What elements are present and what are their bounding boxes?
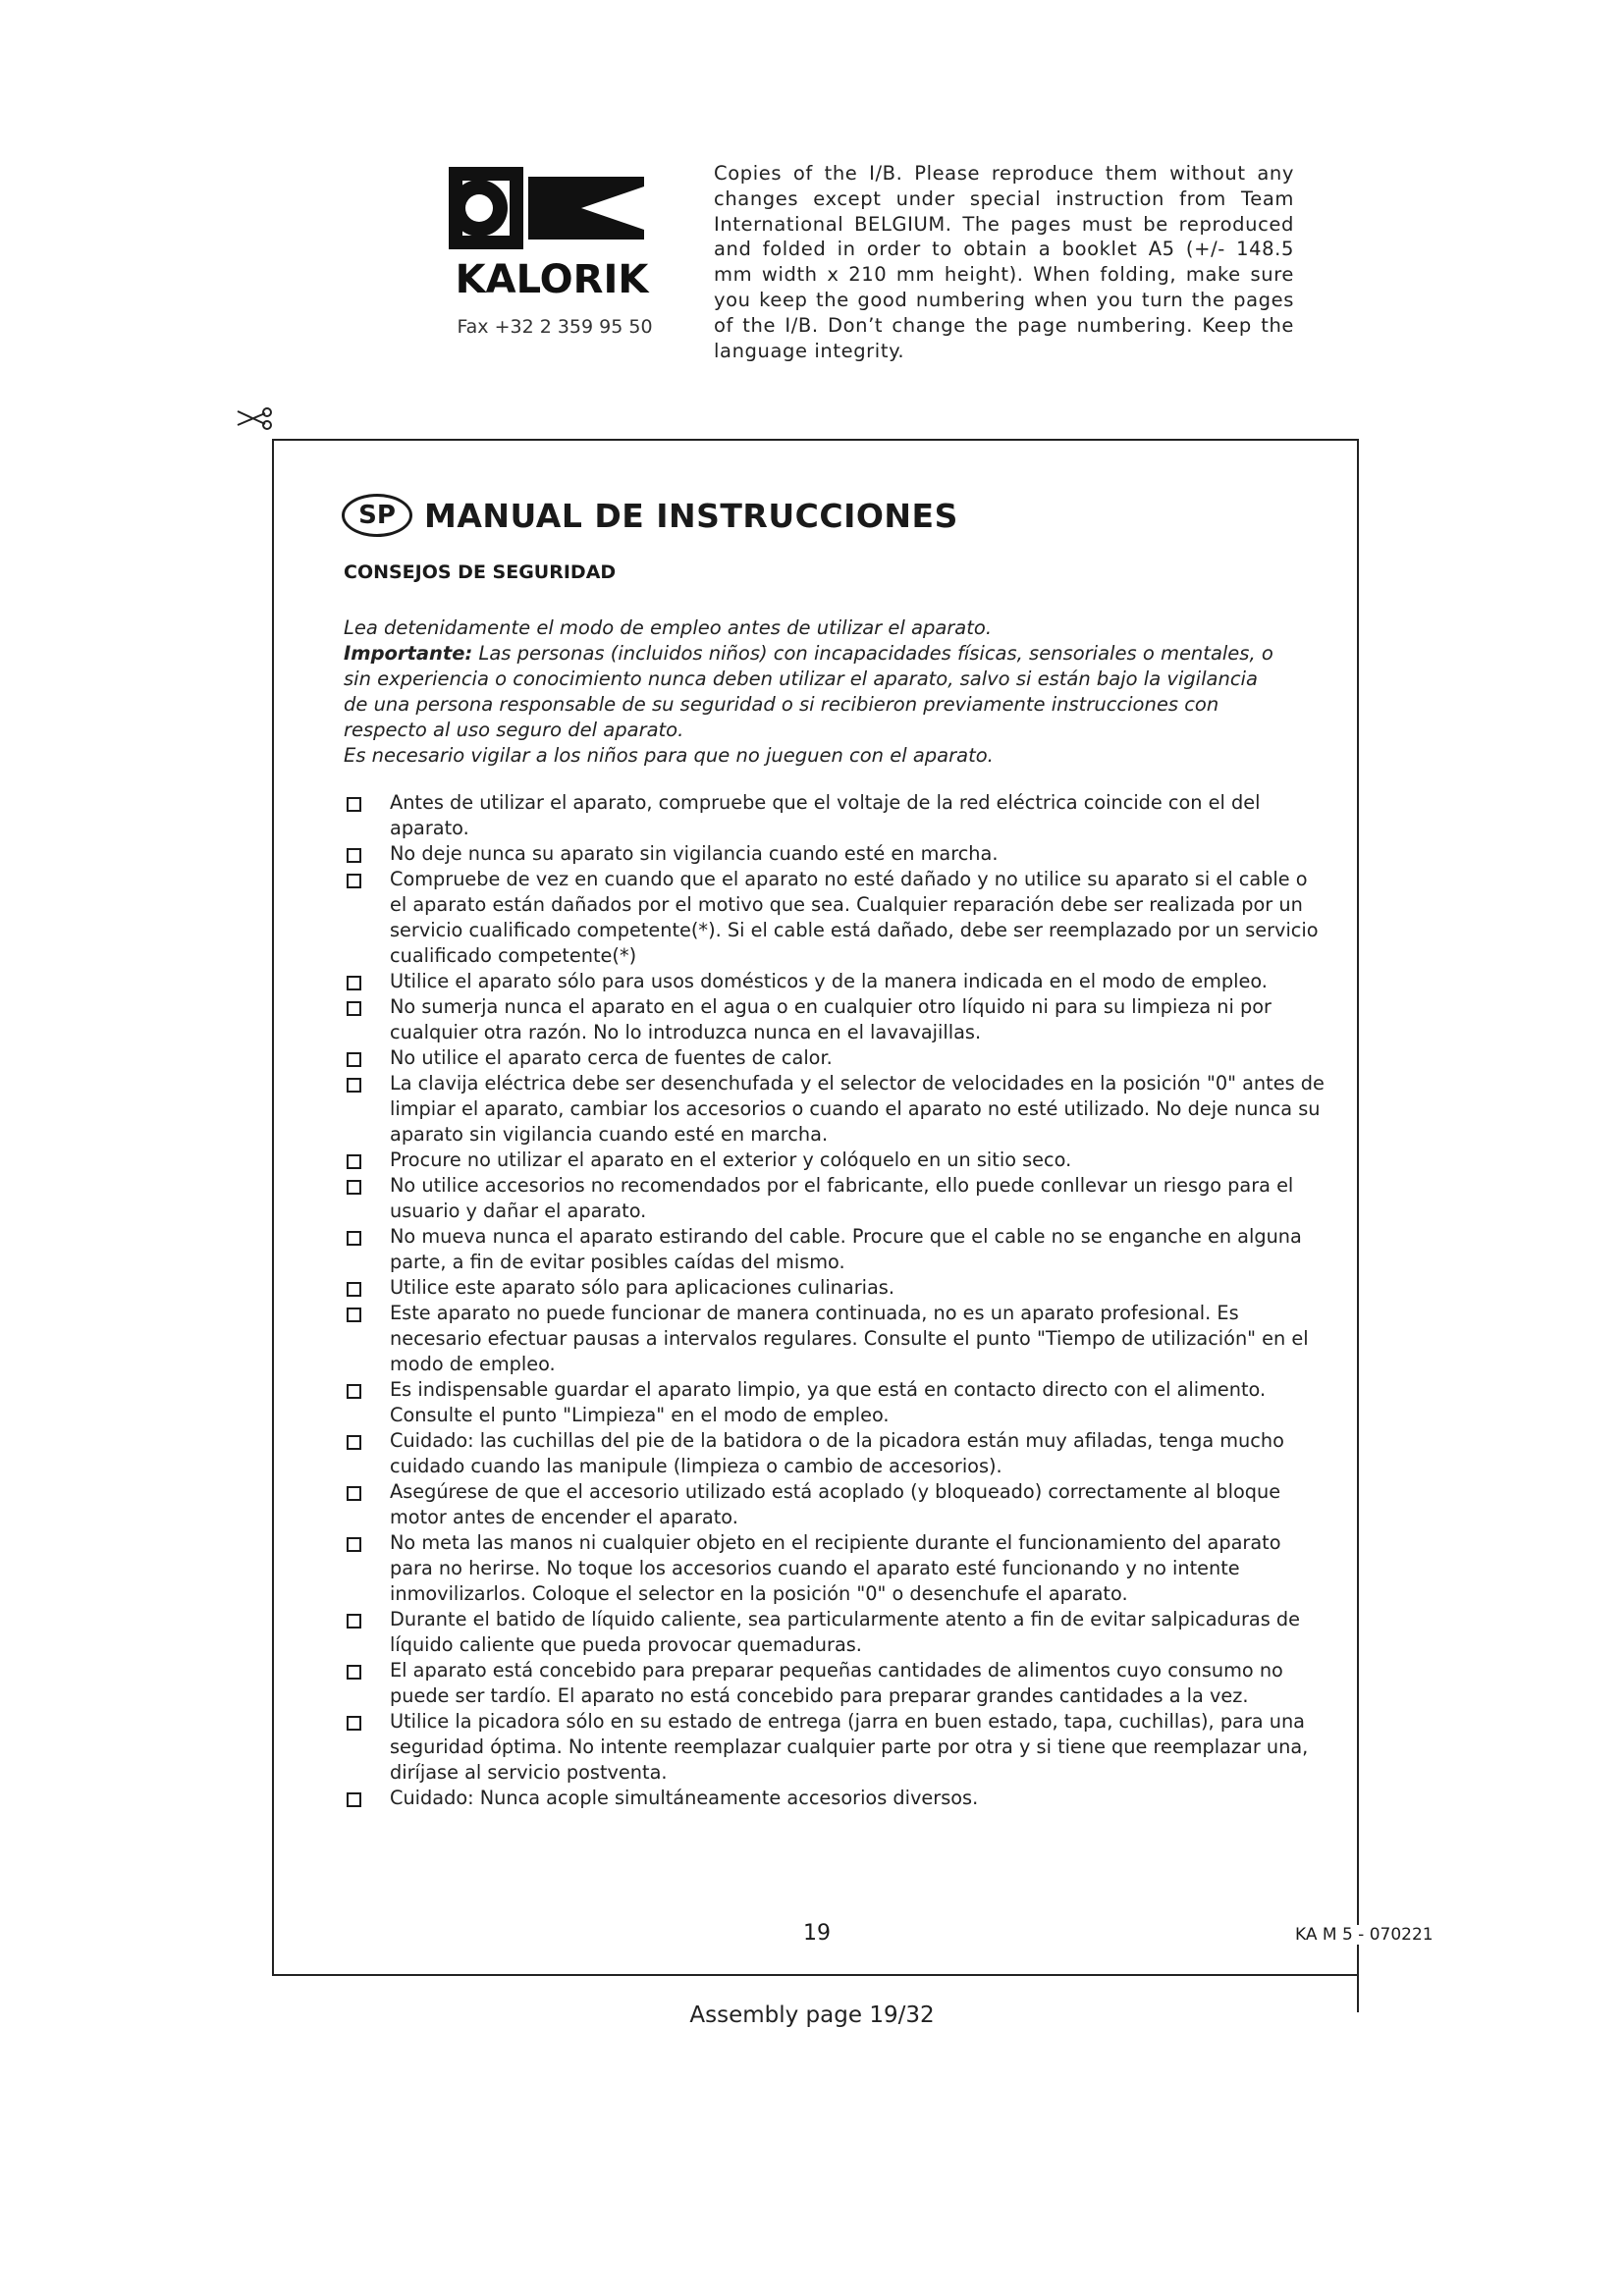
svg-text:KALORIK: KALORIK: [455, 257, 649, 302]
checkbox-square-icon: [347, 848, 361, 863]
list-item-text: Este aparato no puede funcionar de manera continuada, no es un aparato profesional. Es necesario efectuar pausas a intervalos regulares. Consulte el punto "Tiempo de utilización" en el modo de empleo.: [390, 1302, 1309, 1375]
list-item: [344, 994, 1326, 1045]
list-item-text: El aparato está concebido para preparar pequeñas cantidades de alimentos cuyo consumo no puede ser tardío. El aparato no está concebido para preparar grandes cantidades a la vez.: [390, 1659, 1283, 1707]
list-item: [344, 1275, 1326, 1301]
checkbox-square-icon: [347, 1231, 361, 1246]
intro-line-children: Es necesario vigilar a los niños para que no jueguen con el aparato.: [344, 744, 994, 767]
list-item: [344, 1786, 1326, 1811]
list-item-text: Cuidado: Nunca acople simultáneamente accesorios diversos.: [390, 1787, 979, 1809]
list-item: [344, 1709, 1326, 1786]
kalorik-logo: [444, 167, 660, 314]
list-item: [344, 1071, 1326, 1148]
list-item: [344, 841, 1326, 867]
list-item-text: Asegúrese de que el accesorio utilizado está acoplado (y bloqueado) correctamente al bloque motor antes de encender el aparato.: [390, 1480, 1281, 1528]
checkbox-square-icon: [347, 1435, 361, 1450]
list-item: [344, 1173, 1326, 1224]
intro-line-read: Lea detenidamente el modo de empleo antes de utilizar el aparato.: [344, 616, 993, 639]
list-item: [344, 969, 1326, 994]
safety-list: [344, 790, 1326, 1811]
checkbox-square-icon: [347, 1614, 361, 1629]
list-item-text: Cuidado: las cuchillas del pie de la batidora o de la picadora están muy afiladas, tenga mucho cuidado cuando las manipule (limpieza o cambio de accesorios).: [390, 1429, 1284, 1477]
checkbox-square-icon: [347, 1078, 361, 1093]
checkbox-square-icon: [347, 1384, 361, 1399]
intro-block: [344, 615, 1286, 769]
language-badge: SP: [342, 494, 412, 537]
checkbox-square-icon: [347, 976, 361, 990]
list-item-text: Durante el batido de líquido caliente, sea particularmente atento a fin de evitar salpicaduras de líquido caliente que pueda provocar quemaduras.: [390, 1608, 1301, 1656]
list-item-text: Utilice el aparato sólo para usos domésticos y de la manera indicada en el modo de empleo.: [390, 970, 1268, 992]
checkbox-square-icon: [347, 1716, 361, 1731]
checkbox-square-icon: [347, 1537, 361, 1552]
list-item-text: Antes de utilizar el aparato, compruebe que el voltaje de la red eléctrica coincide con el del aparato.: [390, 791, 1261, 839]
checkbox-square-icon: [347, 1052, 361, 1067]
list-item-text: No utilice accesorios no recomendados por el fabricante, ello puede conllevar un riesgo para el usuario y dañar el aparato.: [390, 1174, 1294, 1222]
important-label: Importante:: [344, 642, 473, 665]
checkbox-square-icon: [347, 1282, 361, 1297]
section-title: CONSEJOS DE SEGURIDAD: [344, 561, 617, 583]
checkbox-square-icon: [347, 1180, 361, 1195]
list-item-text: No utilice el aparato cerca de fuentes de calor.: [390, 1046, 833, 1069]
assembly-page-label: Assembly page 19/32: [689, 2002, 935, 2028]
checkbox-square-icon: [347, 1486, 361, 1501]
list-item-text: Utilice la picadora sólo en su estado de entrega (jarra en buen estado, tapa, cuchillas), para una seguridad óptima. No intente reemplazar cualquier parte por otra y si tiene que reemplazar una, diríjase al servicio postventa.: [390, 1710, 1309, 1784]
list-item: [344, 790, 1326, 841]
list-item: [344, 1530, 1326, 1607]
list-item: [344, 1045, 1326, 1071]
list-item-text: Procure no utilizar el aparato en el exterior y colóquelo en un sitio seco.: [390, 1148, 1072, 1171]
list-item: [344, 1607, 1326, 1658]
list-item-text: Es indispensable guardar el aparato limpio, ya que está en contacto directo con el alimento. Consulte el punto "Limpieza" en el modo de empleo.: [390, 1378, 1267, 1426]
list-item: [344, 1658, 1326, 1709]
list-item: [344, 1428, 1326, 1479]
list-item-text: Compruebe de vez en cuando que el aparato no esté dañado y no utilice su aparato si el cable o el aparato están dañados por el motivo que sea. Cualquier reparación debe ser realizada por un servicio cualificado competente(*). Si el cable está dañado, debe ser reemplazado por un servicio cualificado competente(*): [390, 868, 1319, 967]
list-item-text: No sumerja nunca el aparato en el agua o en cualquier otro líquido ni para su limpieza ni por cualquier otra razón. No lo introduzca nunca en el lavavajillas.: [390, 995, 1272, 1043]
manual-header: [342, 490, 958, 541]
list-item: [344, 1148, 1326, 1173]
page-number: 19: [803, 1921, 831, 1946]
page-frame-right-edge: [1357, 439, 1359, 2012]
intro-important: [344, 641, 1286, 743]
fax-number: Fax +32 2 359 95 50: [457, 316, 653, 338]
list-item-text: La clavija eléctrica debe ser desenchufada y el selector de velocidades en la posición "0" antes de limpiar el aparato, cambiar los accesorios o cuando el aparato no esté utilizado. No deje nunca su aparato sin vigilancia cuando esté en marcha.: [390, 1072, 1325, 1146]
checkbox-square-icon: [347, 1154, 361, 1169]
scissors-icon: [236, 405, 273, 431]
document-code: KA M 5 - 070221: [1295, 1925, 1434, 1945]
manual-title: MANUAL DE INSTRUCCIONES: [424, 496, 958, 535]
checkbox-square-icon: [347, 797, 361, 812]
list-item-text: No deje nunca su aparato sin vigilancia cuando esté en marcha.: [390, 842, 999, 865]
checkbox-square-icon: [347, 1792, 361, 1807]
list-item-text: No meta las manos ni cualquier objeto en el recipiente durante el funcionamiento del aparato para no herirse. No toque los accesorios cuando el aparato esté funcionando y no intente inmovilizarlos. Coloque el selector en la posición "0" o desenchufe el aparato.: [390, 1531, 1281, 1605]
list-item: [344, 1224, 1326, 1275]
list-item: [344, 867, 1326, 969]
list-item-text: Utilice este aparato sólo para aplicaciones culinarias.: [390, 1276, 894, 1299]
important-text: Las personas (incluidos niños) con incapacidades físicas, sensoriales o mentales, o sin experiencia o conocimiento nunca deben utilizar el aparato, salvo si están bajo la vigilancia de una persona responsable de su seguridad o si recibieron previamente instrucciones con respecto al uso seguro del aparato.: [344, 642, 1273, 741]
checkbox-square-icon: [347, 1308, 361, 1322]
list-item: [344, 1301, 1326, 1377]
list-item: [344, 1377, 1326, 1428]
checkbox-square-icon: [347, 1001, 361, 1016]
checkbox-square-icon: [347, 1665, 361, 1680]
list-item: [344, 1479, 1326, 1530]
copies-note: Copies of the I/B. Please reproduce them without any changes except under special instruction from Team International BELGIUM. The pages must be reproduced and folded in order to obtain a booklet A5 (+/- 148.5 mm width x 210 mm height). When folding, make sure you keep the good numbering when you turn the pages of the I/B. Don’t change the page numbering. Keep the language integrity.: [714, 162, 1294, 362]
checkbox-square-icon: [347, 874, 361, 888]
list-item-text: No mueva nunca el aparato estirando del cable. Procure que el cable no se enganche en alguna parte, a fin de evitar posibles caídas del mismo.: [390, 1225, 1302, 1273]
